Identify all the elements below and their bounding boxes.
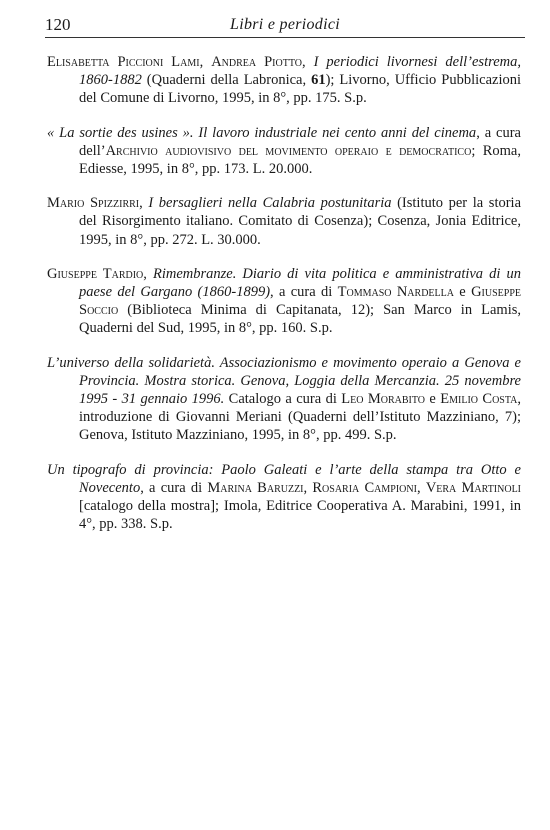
- entry-volume: 61: [311, 72, 326, 89]
- entry-text: (Quaderni della Labronica,: [141, 72, 312, 89]
- entry-editor: Tommaso Nardella: [337, 284, 454, 301]
- entry-text: e: [453, 284, 472, 301]
- bibliography-entry: [47, 354, 521, 445]
- bibliography-entry: [47, 194, 521, 249]
- entry-text: (Biblioteca Minima di Capitanata, 12); San Marco in Lamis, Quaderni del Sud, 1995, in 8°, pp. 160. S.p.: [79, 302, 521, 337]
- bibliography-entry: [47, 461, 521, 534]
- entry-title: I bersaglieri nella Calabria postunitaria: [148, 195, 392, 212]
- entry-separator: ,: [199, 54, 212, 70]
- entry-editor: Giuseppe Soccio: [79, 284, 521, 319]
- bibliography-list: [47, 53, 521, 549]
- entry-text: , a cura di: [140, 479, 208, 496]
- entry-editor: Rosaria Campioni: [312, 479, 417, 496]
- entry-separator: ,: [301, 54, 314, 70]
- entry-title: I periodici livornesi dell’estrema, 1860-1882: [79, 54, 521, 89]
- entry-editor: Emilio Costa: [440, 391, 518, 408]
- bibliography-entry: [47, 265, 521, 338]
- entry-text: , introduzione di Giovanni Meriani (Quaderni dell’Istituto Mazziniano, 7); Genova, Istituto Mazziniano, 1995, in 8°, pp. 499. S.p.: [79, 391, 522, 444]
- entry-title: « La sortie des usines ». Il lavoro industriale nei cento anni del cinema: [47, 124, 477, 141]
- entry-author: Elisabetta Piccioni Lami: [47, 54, 200, 70]
- entry-text: e: [425, 391, 441, 408]
- entry-author: Giuseppe Tardio: [47, 265, 144, 282]
- entry-separator: ,: [303, 479, 313, 496]
- entry-editor: Marina Baruzzi: [207, 479, 304, 496]
- entry-author: Mario Spizzirri: [47, 195, 140, 212]
- entry-text: ); Livorno, Ufficio Pubblicazioni del Comune di Livorno, 1995, in 8°, pp. 175. S.p.: [79, 72, 521, 107]
- entry-editor: Vera Martinoli: [425, 479, 522, 496]
- entry-text: [catalogo della mostra]; Imola, Editrice Cooperativa A. Marabini, 1991, in 4°, pp. 338. S.p.: [79, 498, 521, 533]
- entry-text: (Istituto per la storia del Risorgimento italiano. Comitato di Cosenza); Cosenza, Jonia Editrice, 1995, in 8°, pp. 272. L. 30.000.: [79, 195, 522, 248]
- entry-text: , a cura dell’: [79, 124, 521, 159]
- bibliography-entry: [47, 53, 521, 108]
- entry-text: , a cura di: [270, 284, 338, 301]
- entry-text: ; Roma, Ediesse, 1995, in 8°, pp. 173. L. 20.000.: [79, 142, 521, 178]
- running-title: Libri e periodici: [230, 16, 340, 33]
- page-number: 120: [45, 15, 71, 34]
- entry-institution: Archivio audiovisivo del movimento operaio e democratico: [105, 142, 472, 159]
- entry-text: Catalogo a cura di: [224, 391, 342, 408]
- entry-separator: ,: [416, 479, 426, 496]
- entry-title: Rimembranze. Diario di vita politica e amministrativa di un paese del Gargano (1860-1899): [79, 265, 521, 301]
- entry-editor: Leo Morabito: [341, 391, 426, 408]
- page-header: [45, 14, 525, 36]
- entry-author: Andrea Piotto: [211, 54, 302, 70]
- entry-separator: ,: [143, 265, 153, 282]
- entry-title: Un tipografo di provincia: Paolo Galeati e l’arte della stampa tra Otto e Novecento: [47, 461, 521, 496]
- entry-title: L’universo della solidarietà. Associazionismo e movimento operaio a Genova e Provincia. Mostra storica. Genova, Loggia della Mercanzia. 25 novembre 1995 - 31 gennaio 1996.: [47, 354, 521, 408]
- bibliography-entry: [47, 124, 521, 179]
- entry-separator: ,: [139, 195, 149, 212]
- header-rule: [45, 37, 525, 38]
